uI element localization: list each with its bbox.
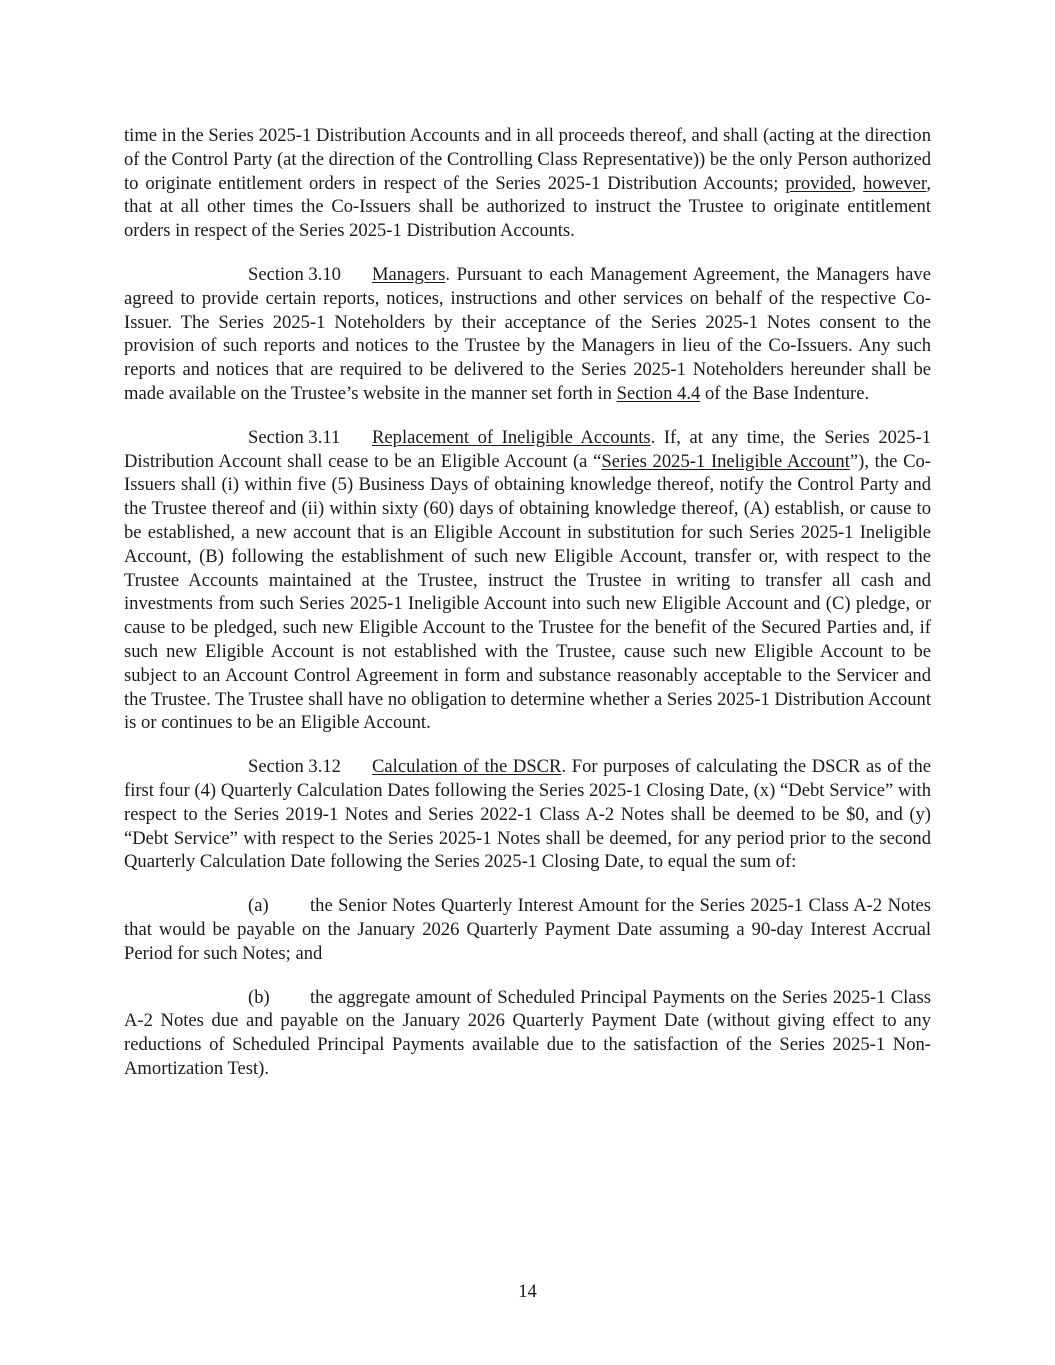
section-3-10-paragraph: Section 3.10 Managers. Pursuant to each Management Agreement, the Managers have agreed to provide certain reports, notices, instructions and other services on behalf of the respective Co-Issuer. The Series 2025-1 Noteholders by their acceptance of the Series 2025-1 Notes consent to the provision of such reports and notices to the Trustee by the Managers in lieu of the Co-Issuers. Any such reports and notices that are required to be delivered to the Series 2025-1 Noteholders hereunder shall be made available on the Trustee’s website in the manner set forth in Section 4.4 of the Base Indenture. <box>124 263 931 404</box>
section-number: Section 3.12 <box>248 756 341 778</box>
section-3-12-paragraph: Section 3.12 Calculation of the DSCR. For purposes of calculating the DSCR as of the first four (4) Quarterly Calculation Dates following the Series 2025-1 Closing Date, (x) “Debt Service” with respect to the Series 2019-1 Notes and Series 2022-1 Class A-2 Notes shall be deemed to be $0, and (y) “Debt Service” with respect to the Series 2025-1 Notes shall be deemed, for any period prior to the second Quarterly Calculation Date following the Series 2025-1 Closing Date, to equal the sum of: <box>124 756 931 873</box>
section-heading: Calculation of the DSCR <box>372 756 562 778</box>
clause-label: (b) <box>248 986 270 1008</box>
however-term: however <box>863 172 927 194</box>
continuation-paragraph: time in the Series 2025-1 Distribution Accounts and in all proceeds thereof, and shall (acting at the direction of the Control Party (at the direction of the Controlling Class Representative)) be the only Person authorized to originate entitlement orders in respect of the Series 2025-1 Distribution Accounts; provided, however, that at all other times the Co-Issuers shall be authorized to instruct the Trustee to originate entitlement orders in respect of the Series 2025-1 Distribution Accounts. <box>124 125 931 242</box>
section-heading: Replacement of Ineligible Accounts <box>372 426 651 448</box>
defined-term: Series 2025-1 Ineligible Account <box>601 450 850 472</box>
section-heading: Managers <box>372 263 446 285</box>
clause-a-paragraph: (a) the Senior Notes Quarterly Interest Amount for the Series 2025-1 Class A-2 Notes that would be payable on the January 2026 Quarterly Payment Date assuming a 90-day Interest Accrual Period for such Notes; and <box>124 895 931 964</box>
clause-b-paragraph: (b) the aggregate amount of Scheduled Principal Payments on the Series 2025-1 Class A-2 Notes due and payable on the January 2026 Quarterly Payment Date (without giving effect to any reductions of Scheduled Principal Payments available due to the satisfaction of the Series 2025-1 Non-Amortization Test). <box>124 986 931 1079</box>
provided-term: provided <box>785 172 852 194</box>
section-number: Section 3.10 <box>248 263 341 285</box>
clause-label: (a) <box>248 895 269 917</box>
section-reference: Section 4.4 <box>616 382 701 404</box>
document-page <box>124 124 931 1101</box>
section-3-11-paragraph: Section 3.11 Replacement of Ineligible Accounts. If, at any time, the Series 2025-1 Distribution Account shall cease to be an Eligible Account (a “Series 2025-1 Ineligible Account”), the Co-Issuers shall (i) within five (5) Business Days of obtaining knowledge thereof, notify the Control Party and the Trustee thereof and (ii) within sixty (60) days of obtaining knowledge thereof, (A) establish, or cause to be established, a new account that is an Eligible Account in substitution for such Series 2025-1 Ineligible Account, (B) following the establishment of such new Eligible Account, transfer or, with respect to the Trustee Accounts maintained at the Trustee, instruct the Trustee in writing to transfer all cash and investments from such Series 2025-1 Ineligible Account into such new Eligible Account and (C) pledge, or cause to be pledged, such new Eligible Account to the Trustee for the benefit of the Secured Parties and, if such new Eligible Account is not established with the Trustee, cause such new Eligible Account to be subject to an Account Control Agreement in form and substance reasonably acceptable to the Servicer and the Trustee. The Trustee shall have no obligation to determine whether a Series 2025-1 Distribution Account is or continues to be an Eligible Account. <box>124 426 931 734</box>
page-number: 14 <box>518 1281 537 1302</box>
section-number: Section 3.11 <box>248 426 341 448</box>
